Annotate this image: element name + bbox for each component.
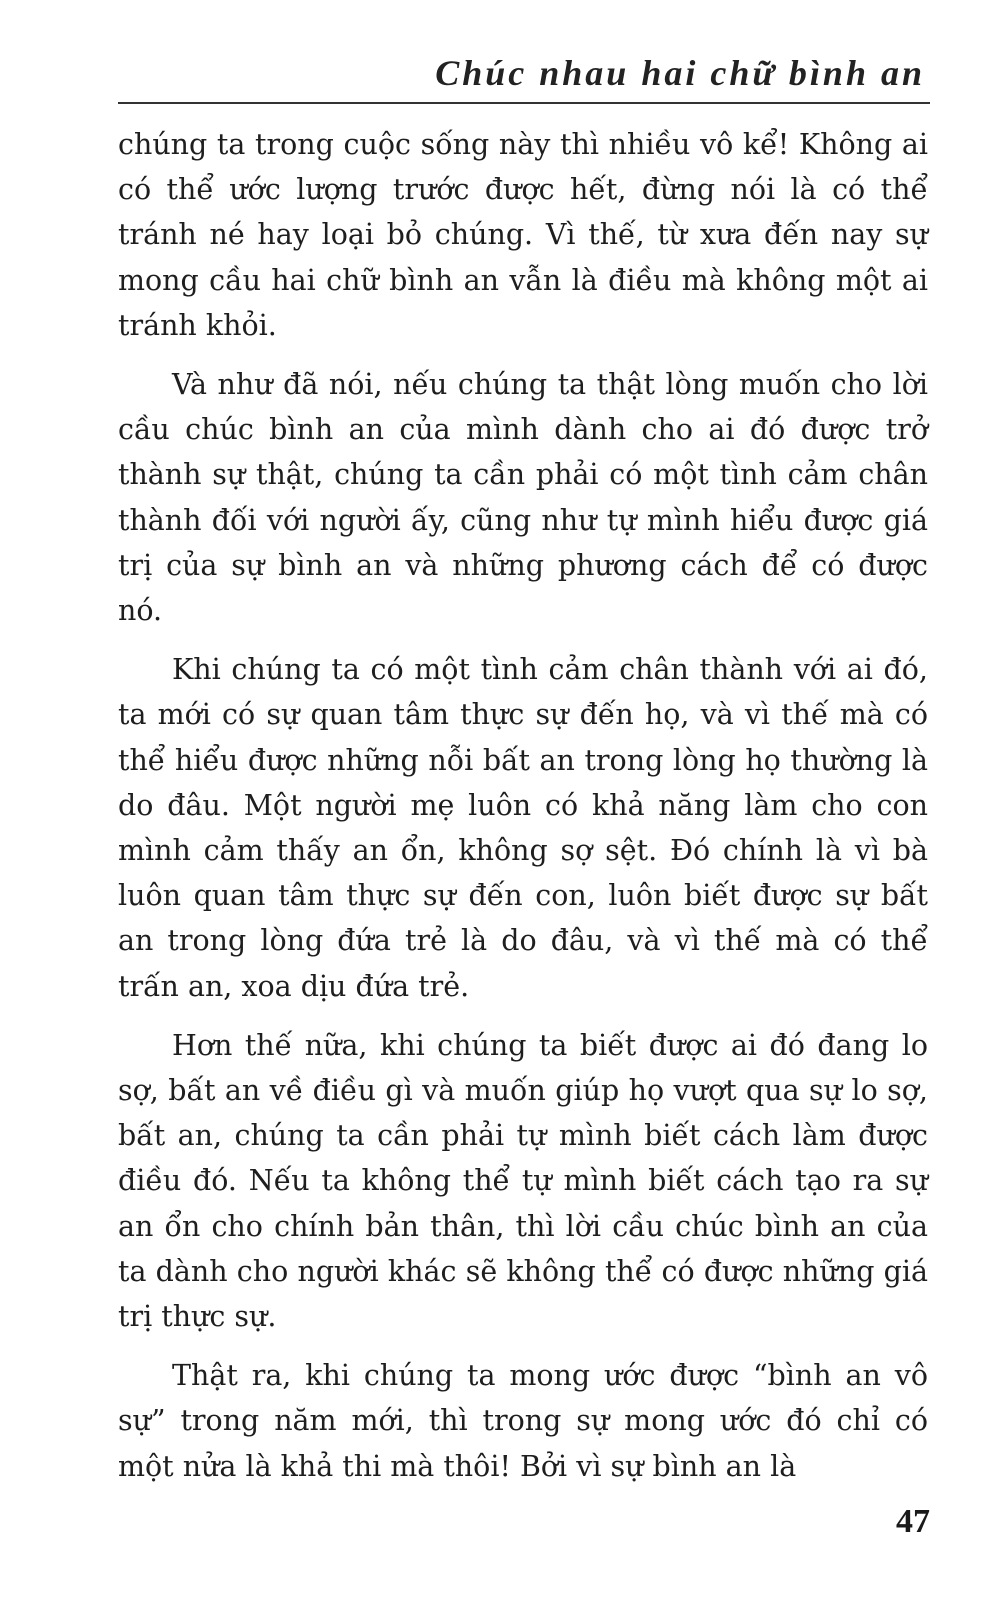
paragraph-continued: chúng ta trong cuộc sống này thì nhiều vô kể! Không ai có thể ước lượng trước được hết, đừng nói là có thể tránh né hay loại bỏ chúng. Vì thế, từ xưa đến nay sự mong cầu hai chữ bình an vẫn là điều mà không một ai tránh khỏi. bbox=[118, 128, 928, 342]
header-rule bbox=[118, 102, 930, 104]
page-number: 47 bbox=[896, 1503, 930, 1540]
paragraph: Và như đã nói, nếu chúng ta thật lòng muốn cho lời cầu chúc bình an của mình dành cho ai đó được trở thành sự thật, chúng ta cần phải có một tình cảm chân thành đối với người ấy, cũng như tự mình hiểu được giá trị của sự bình an và những phương cách để có được nó. bbox=[118, 368, 928, 628]
paragraph: Hơn thế nữa, khi chúng ta biết được ai đó đang lo sợ, bất an về điều gì và muốn giúp họ vượt qua sự lo sợ, bất an, chúng ta cần phải tự mình biết cách làm được điều đó. Nếu ta không thể tự mình biết cách tạo ra sự an ổn cho chính bản thân, thì lời cầu chúc bình an của ta dành cho người khác sẽ không thể có được những giá trị thực sự. bbox=[118, 1028, 928, 1334]
paragraph: Khi chúng ta có một tình cảm chân thành với ai đó, ta mới có sự quan tâm thực sự đến họ, và vì thế mà có thể hiểu được những nỗi bất an trong lòng họ thường là do đâu. Một người mẹ luôn có khả năng làm cho con mình cảm thấy an ổn, không sợ sệt. Đó chính là vì bà luôn quan tâm thực sự đến con, luôn biết được sự bất an trong lòng đứa trẻ là do đâu, và vì thế mà có thể trấn an, xoa dịu đứa trẻ. bbox=[118, 653, 928, 1003]
body-text bbox=[118, 122, 928, 1503]
paragraph: Thật ra, khi chúng ta mong ước được “bình an vô sự” trong năm mới, thì trong sự mong ước đó chỉ có một nửa là khả thi mà thôi! Bởi vì sự bình an là bbox=[118, 1359, 928, 1483]
running-header: Chúc nhau hai chữ bình an bbox=[435, 53, 925, 93]
